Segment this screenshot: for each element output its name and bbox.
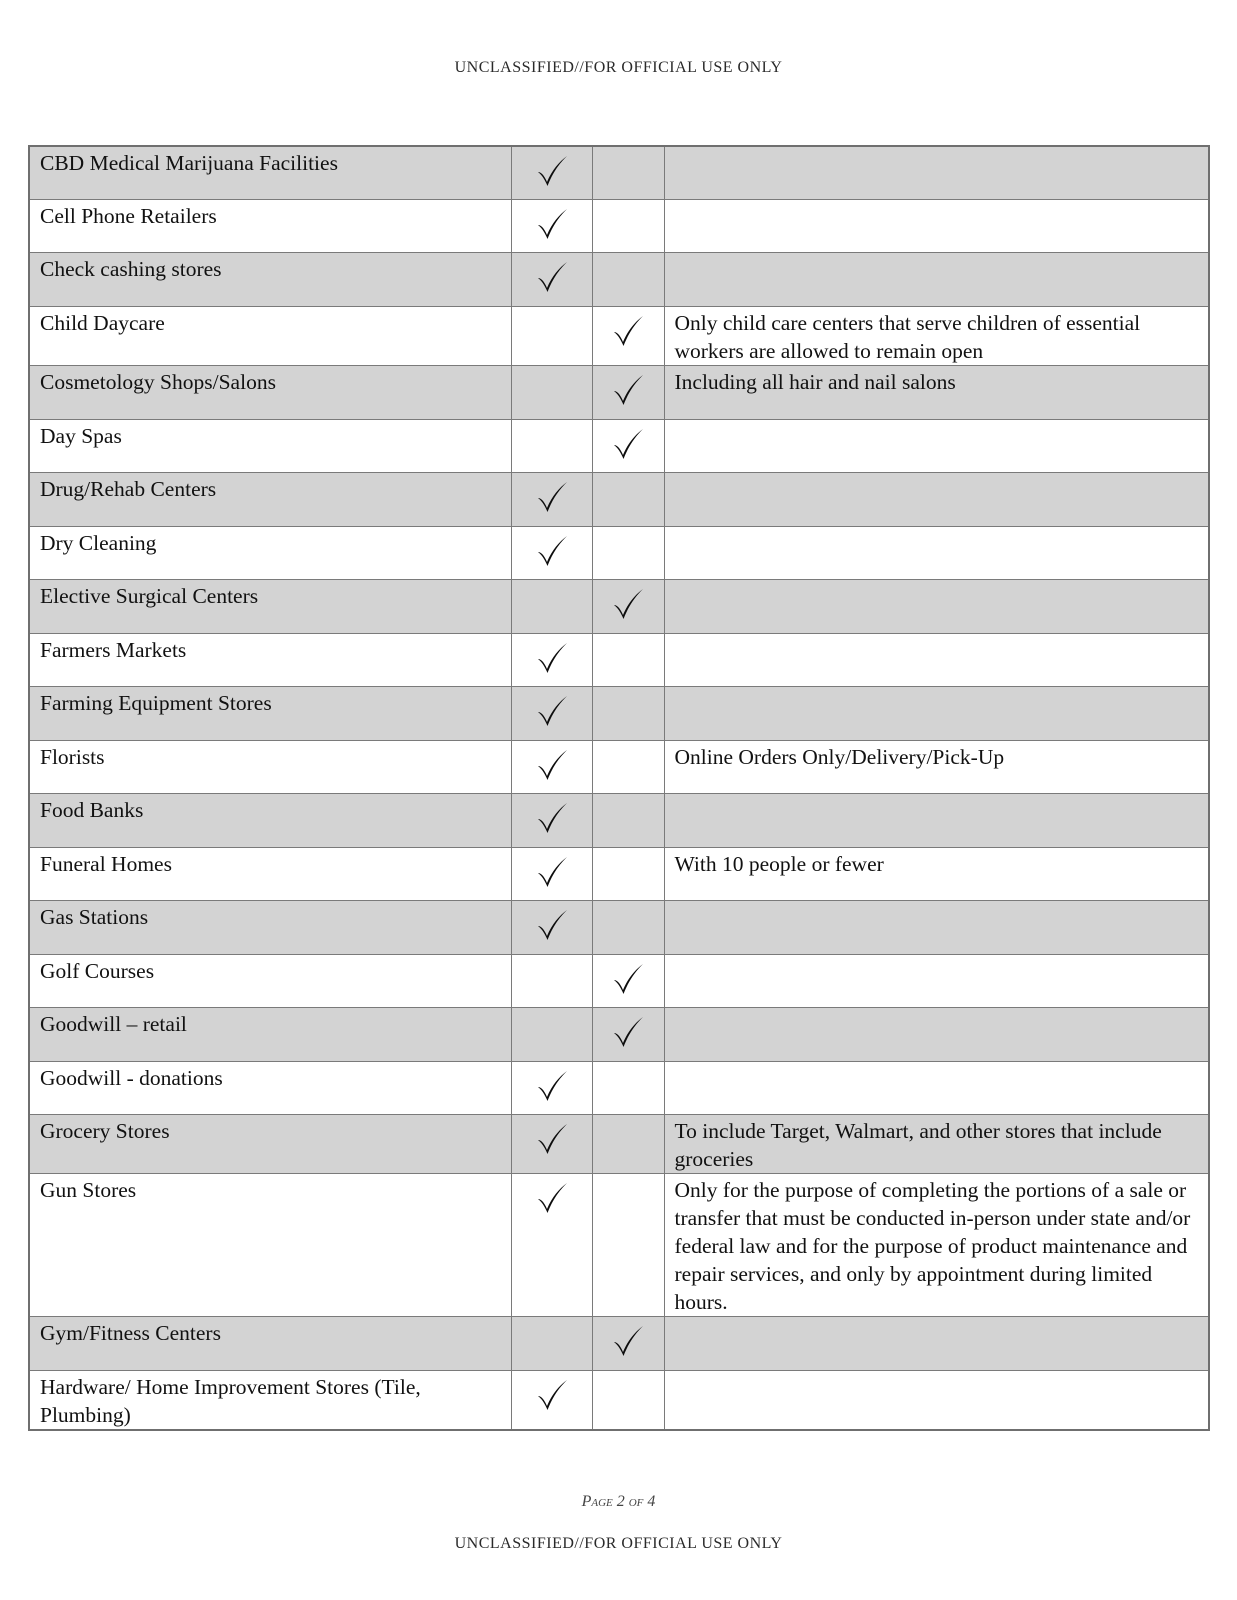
notes-cell [664,1316,1209,1370]
open-status-cell [511,633,592,686]
open-status-cell [511,1061,592,1114]
checkmark-icon [534,693,570,729]
notes-cell [664,954,1209,1007]
open-status-cell [511,199,592,252]
open-status-cell [511,1173,592,1316]
closed-status-cell [592,365,664,419]
open-status-cell [511,306,592,365]
closed-status-cell [592,1370,664,1430]
closed-status-cell [592,1114,664,1173]
open-status-cell [511,1114,592,1173]
table-row [29,472,1209,526]
notes-cell [664,633,1209,686]
table-row [29,633,1209,686]
checkmark-icon [534,533,570,569]
notes-cell [664,526,1209,579]
notes-cell: Online Orders Only/Delivery/Pick-Up [664,740,1209,793]
business-name-cell: Funeral Homes [29,847,511,900]
notes-cell [664,472,1209,526]
table-row [29,1173,1209,1316]
checkmark-icon [534,854,570,890]
business-name-cell: Child Daycare [29,306,511,365]
open-status-cell [511,793,592,847]
closed-status-cell [592,793,664,847]
checkmark-icon [610,1014,646,1050]
business-name-cell: Food Banks [29,793,511,847]
open-status-cell [511,847,592,900]
closed-status-cell [592,579,664,633]
checkmark-icon [610,961,646,997]
business-name-cell: Check cashing stores [29,252,511,306]
notes-cell [664,1007,1209,1061]
checkmark-icon [534,153,570,189]
open-status-cell [511,526,592,579]
table-row [29,306,1209,365]
business-status-table [28,145,1210,1431]
open-status-cell [511,1316,592,1370]
checkmark-icon [610,313,646,349]
business-name-cell: Farmers Markets [29,633,511,686]
closed-status-cell [592,686,664,740]
table-row [29,900,1209,954]
checkmark-icon [534,907,570,943]
notes-cell [664,793,1209,847]
notes-cell [664,900,1209,954]
business-name-cell: Cell Phone Retailers [29,199,511,252]
open-status-cell [511,472,592,526]
closed-status-cell [592,306,664,365]
table-row [29,1007,1209,1061]
notes-cell: Only child care centers that serve children of essential workers are allowed to remain open [664,306,1209,365]
table-row [29,146,1209,199]
business-name-cell: Grocery Stores [29,1114,511,1173]
closed-status-cell [592,419,664,472]
business-name-cell: Hardware/ Home Improvement Stores (Tile, Plumbing) [29,1370,511,1430]
table-row [29,1370,1209,1430]
notes-cell [664,146,1209,199]
table-row [29,199,1209,252]
checkmark-icon [534,800,570,836]
notes-cell [664,1061,1209,1114]
table-row [29,419,1209,472]
table-row [29,526,1209,579]
notes-cell [664,419,1209,472]
business-name-cell: Goodwill - donations [29,1061,511,1114]
checkmark-icon [610,426,646,462]
business-name-cell: Goodwill – retail [29,1007,511,1061]
checkmark-icon [534,1068,570,1104]
business-name-cell: Cosmetology Shops/Salons [29,365,511,419]
page-number: Page 2 of 4 [581,1493,656,1510]
closed-status-cell [592,252,664,306]
checkmark-icon [534,206,570,242]
table-row [29,793,1209,847]
open-status-cell [511,686,592,740]
table-row [29,686,1209,740]
notes-cell [664,579,1209,633]
table-row [29,1114,1209,1173]
closed-status-cell [592,526,664,579]
checkmark-icon [610,1323,646,1359]
checkmark-icon [534,640,570,676]
table-row [29,1061,1209,1114]
open-status-cell [511,146,592,199]
business-name-cell: Drug/Rehab Centers [29,472,511,526]
closed-status-cell [592,146,664,199]
table-row [29,847,1209,900]
checkmark-icon [534,1121,570,1157]
closed-status-cell [592,1061,664,1114]
checkmark-icon [610,586,646,622]
open-status-cell [511,579,592,633]
closed-status-cell [592,1007,664,1061]
checkmark-icon [534,259,570,295]
business-name-cell: Farming Equipment Stores [29,686,511,740]
table-body [29,146,1209,1430]
closed-status-cell [592,847,664,900]
business-name-cell: Florists [29,740,511,793]
business-name-cell: Dry Cleaning [29,526,511,579]
closed-status-cell [592,900,664,954]
checkmark-icon [534,1377,570,1413]
business-name-cell: CBD Medical Marijuana Facilities [29,146,511,199]
table-row [29,1316,1209,1370]
notes-cell: Only for the purpose of completing the portions of a sale or transfer that must be conducted in-person under state and/or federal law and for the purpose of product maintenance and repair services, and only by appointment during limited hours. [664,1173,1209,1316]
business-name-cell: Day Spas [29,419,511,472]
checkmark-icon [534,479,570,515]
notes-cell [664,199,1209,252]
notes-cell: With 10 people or fewer [664,847,1209,900]
business-name-cell: Gun Stores [29,1173,511,1316]
business-name-cell: Gas Stations [29,900,511,954]
open-status-cell [511,365,592,419]
notes-cell: Including all hair and nail salons [664,365,1209,419]
business-name-cell: Golf Courses [29,954,511,1007]
open-status-cell [511,1370,592,1430]
open-status-cell [511,252,592,306]
open-status-cell [511,1007,592,1061]
footer-classification: UNCLASSIFIED//FOR OFFICIAL USE ONLY [454,1535,783,1552]
business-name-cell: Elective Surgical Centers [29,579,511,633]
checkmark-icon [534,747,570,783]
closed-status-cell [592,199,664,252]
closed-status-cell [592,1316,664,1370]
notes-cell [664,252,1209,306]
table-row [29,252,1209,306]
table-row [29,954,1209,1007]
closed-status-cell [592,954,664,1007]
closed-status-cell [592,740,664,793]
open-status-cell [511,419,592,472]
checkmark-icon [534,1180,570,1216]
closed-status-cell [592,633,664,686]
header-classification: UNCLASSIFIED//FOR OFFICIAL USE ONLY [454,59,783,76]
closed-status-cell [592,472,664,526]
table-row [29,579,1209,633]
checkmark-icon [610,372,646,408]
table-row [29,740,1209,793]
open-status-cell [511,900,592,954]
notes-cell [664,1370,1209,1430]
open-status-cell [511,740,592,793]
table-row [29,365,1209,419]
notes-cell: To include Target, Walmart, and other stores that include groceries [664,1114,1209,1173]
closed-status-cell [592,1173,664,1316]
open-status-cell [511,954,592,1007]
business-name-cell: Gym/Fitness Centers [29,1316,511,1370]
notes-cell [664,686,1209,740]
